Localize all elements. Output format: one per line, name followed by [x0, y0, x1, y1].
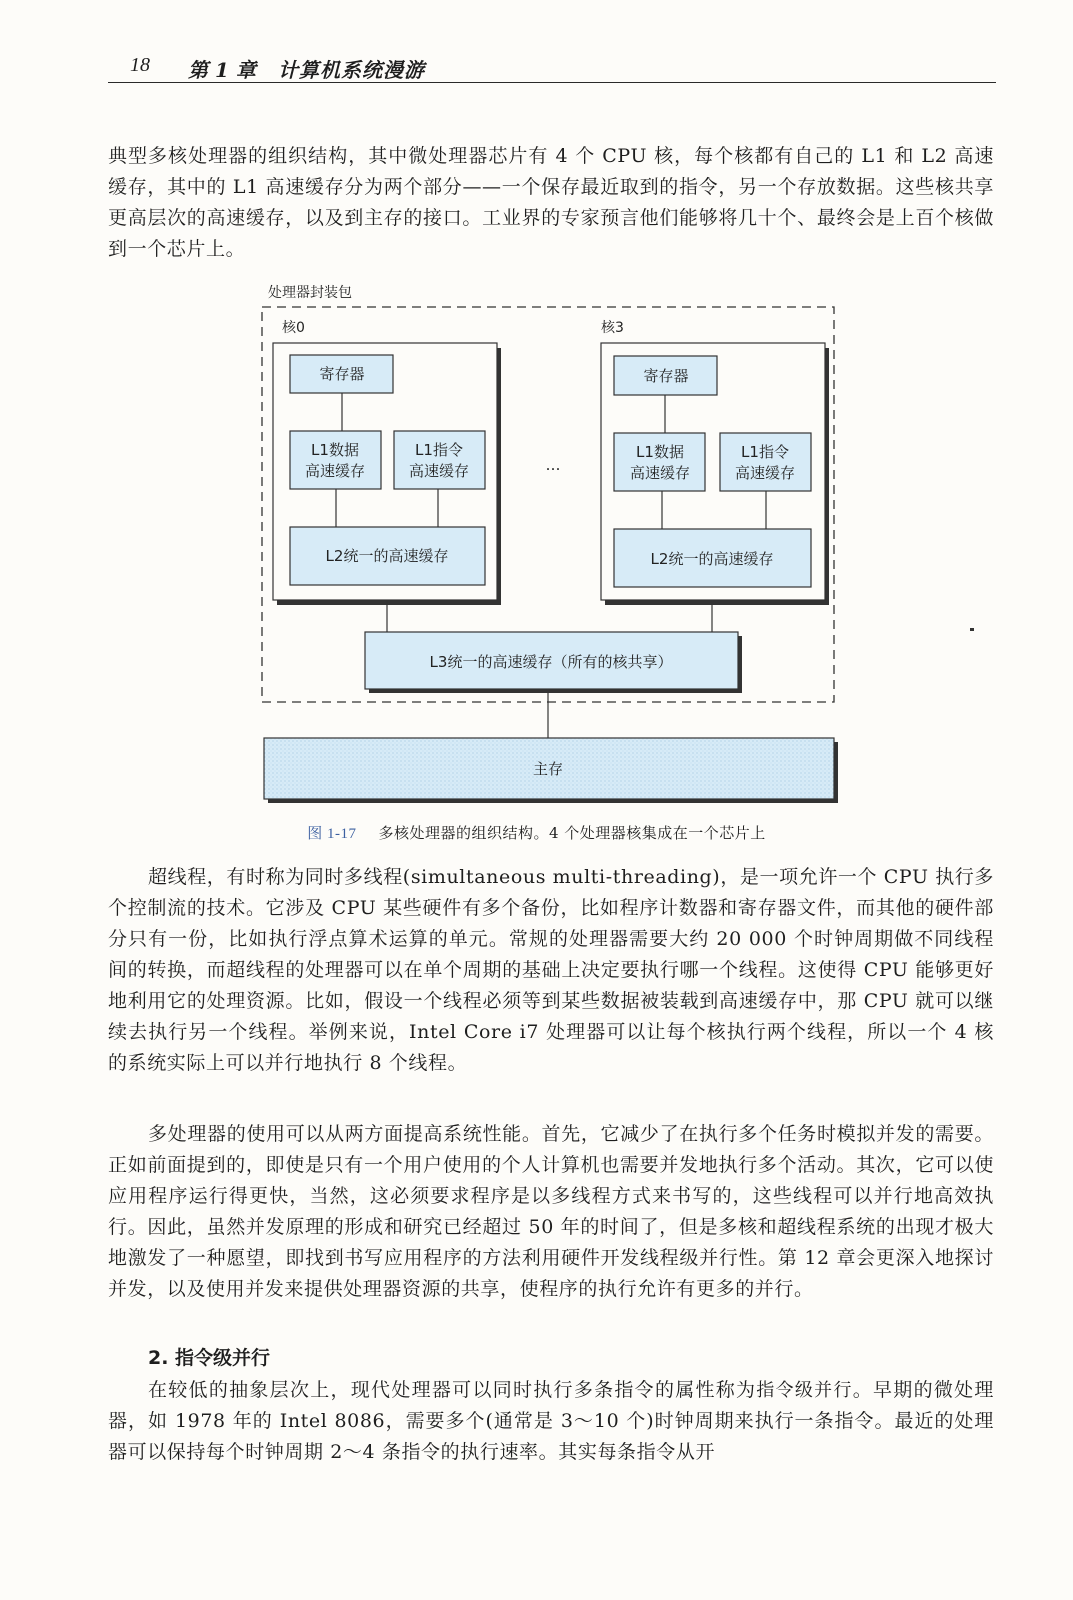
core-label: 核0 [282, 320, 305, 336]
core-0 [273, 319, 501, 605]
paragraph-text: 。早期的微处理器，如 1978 年的 Intel 8086，需要多个(通常是 3～10 个)时钟周期来执行一条指令。最近的处理器可以保持每个时钟周期 2～4 条指令的执行速率。其实每条指令从开 [108, 1379, 995, 1463]
l1-data-label: L1数据 [311, 441, 359, 459]
l1-data-label: 高速缓存 [629, 464, 691, 482]
package-label: 处理器封装包 [268, 285, 352, 301]
section-heading: 2. 指令级并行 [148, 1347, 271, 1369]
main-memory-label: 主存 [532, 760, 564, 778]
paragraph-hyperthreading: 超线程，有时称为同时多线程(simultaneous multi-threading)，是一项允许一个 CPU 执行多个控制流的技术。它涉及 CPU 某些硬件有多个备份，比如程序计数器和寄存器文件，而其他的硬件部分只有一份，比如执行浮点算术运算的单元。常规的处理器需要大约 20 000 个时钟周期做不同线程间的转换，而超线程的处理器可以在单个周期的基础上决定要执行哪一个线程。这使得 CPU 能够更好地利用它的处理资源。比如，假设一个线程必须等到某些数据被装载到高速缓存中，那 CPU 就可以继续去执行另一个线程。举例来说，Intel Core i7 处理器可以让每个核执行两个线程，所以一个 4 核的系统实际上可以并行地执行 8 个线程。 [108, 866, 994, 1074]
core-label: 核3 [601, 320, 624, 336]
l1-instruction-label: 高速缓存 [734, 464, 796, 482]
l1-data-label: L1数据 [636, 443, 684, 461]
ellipsis: … [545, 456, 561, 474]
l1-data-cache-box [290, 431, 381, 489]
l1-instruction-label: 高速缓存 [408, 462, 470, 480]
term-instruction-level-parallelism: 指令级并行 [756, 1380, 853, 1401]
figure-caption-text: 多核处理器的组织结构。4 个处理器核集成在一个芯片上 [378, 824, 766, 842]
chapter-title: 计算机系统漫游 [278, 58, 425, 82]
registers-label: 寄存器 [643, 367, 689, 385]
paragraph-multiprocessor: 多处理器的使用可以从两方面提高系统性能。首先，它减少了在执行多个任务时模拟并发的需要。正如前面提到的，即使是只有一个用户使用的个人计算机也需要并发地执行多个活动。其次，它可以使应用程序运行得更快，当然，这必须要求程序是以多线程方式来书写的，这些线程可以并行地高效执行。因此，虽然并发原理的形成和研究已经超过 50 年的时间了，但是多核和超线程系统的出现才极大地激发了一种愿望，即找到书写应用程序的方法利用硬件开发线程级并行性。第 12 章会更深入地探讨并发，以及使用并发来提供处理器资源的共享，使程序的执行允许有更多的并行。 [108, 1123, 994, 1300]
l2-cache-label: L2统一的高速缓存 [650, 550, 774, 568]
paragraph-instruction-level [108, 1375, 994, 1468]
l1-data-cache-box [614, 433, 705, 491]
paragraph-intro: 典型多核处理器的组织结构，其中微处理器芯片有 4 个 CPU 核，每个核都有自己的 L1 和 L2 高速缓存，其中的 L1 高速缓存分为两个部分——一个保存最近取到的指令，另一个存放数据。这些核共享更高层次的高速缓存，以及到主存的接口。工业界的专家预言他们能够将几十个、最终会是上百个核做到一个芯片上。 [108, 145, 994, 260]
figure-caption [0, 822, 1073, 843]
l2-cache-label: L2统一的高速缓存 [325, 547, 449, 565]
paragraph-text: 在较低的抽象层次上，现代处理器可以同时执行多条指令的属性称为 [148, 1379, 757, 1401]
registers-label: 寄存器 [319, 365, 365, 383]
l1-instruction-cache-box [720, 433, 811, 491]
scan-speck [970, 628, 974, 631]
l3-cache-label: L3统一的高速缓存（所有的核共享） [429, 653, 673, 671]
l1-instruction-label: L1指令 [741, 443, 789, 461]
chapter-label: 第 1 章 [188, 58, 256, 82]
l1-instruction-label: L1指令 [415, 441, 463, 459]
core-3 [601, 319, 829, 605]
page-number: 18 [130, 54, 150, 76]
figure-number: 图 1-17 [307, 826, 357, 842]
l1-data-label: 高速缓存 [304, 462, 366, 480]
l1-instruction-cache-box [394, 431, 485, 489]
